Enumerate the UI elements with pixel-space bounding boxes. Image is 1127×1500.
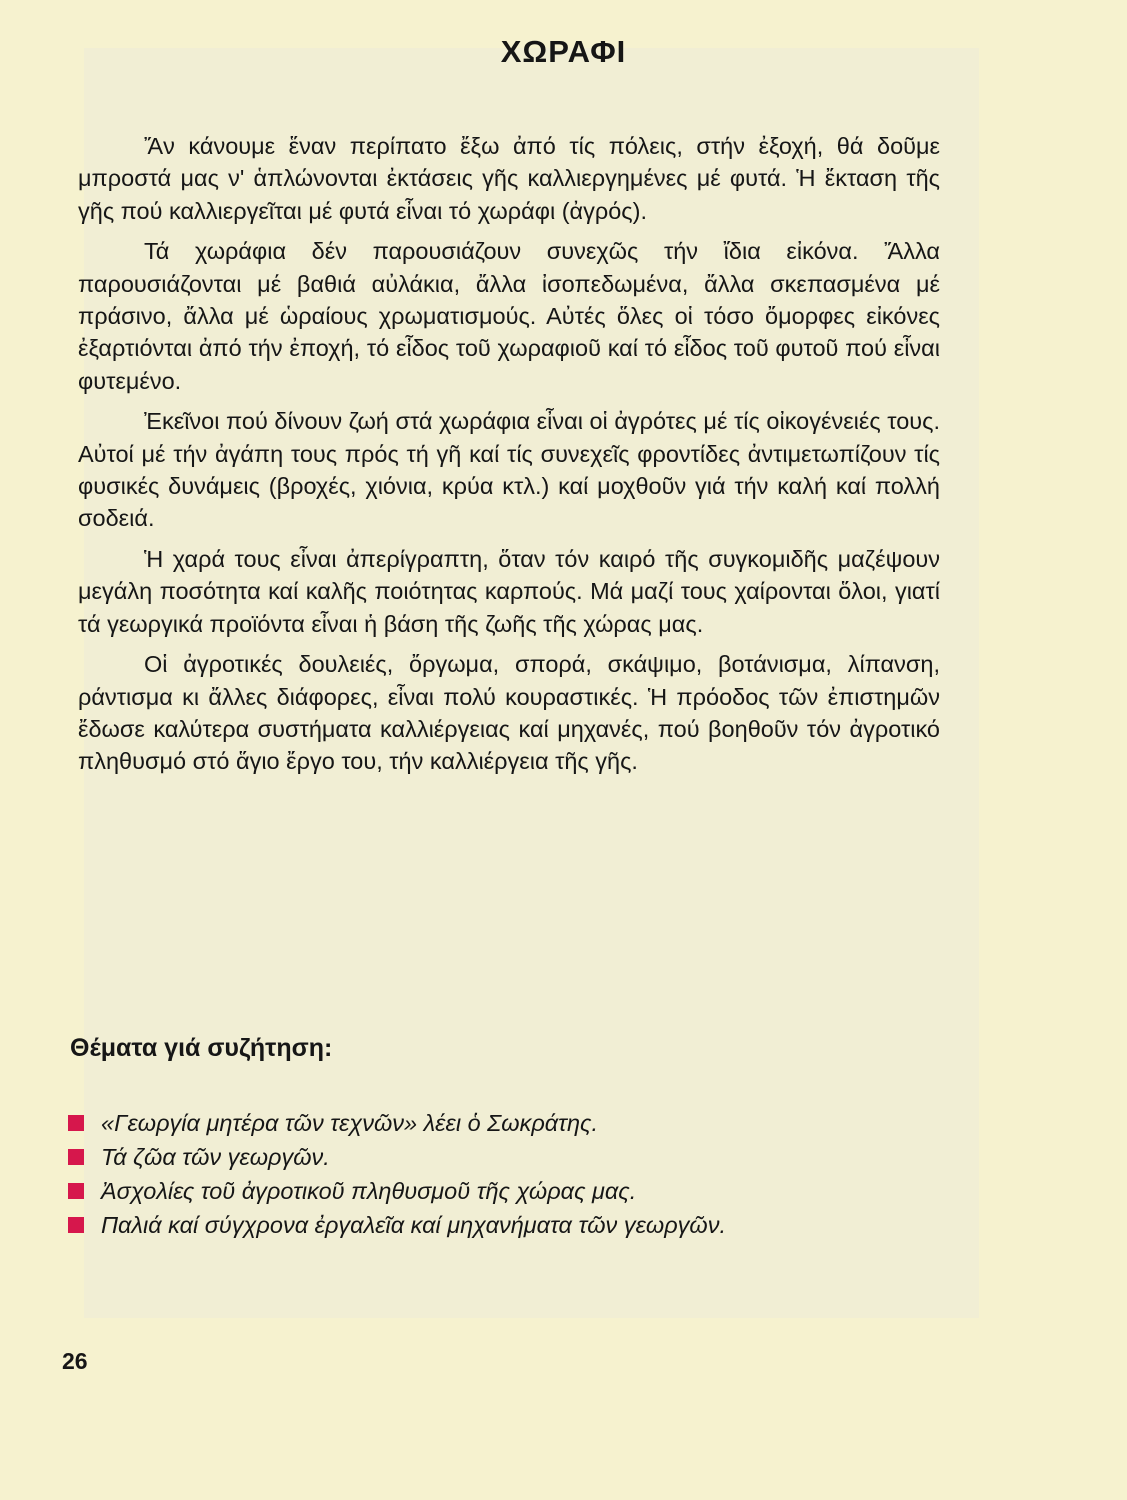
topic-item: [68, 1106, 948, 1140]
page-title: ΧΩΡΑΦΙ: [500, 34, 627, 69]
paragraph: Ἄν κάνουμε ἕναν περίπατο ἔξω ἀπό τίς πόλεις, στήν ἐξοχή, θά δοῦμε μπροστά μας ν' ἁπλώνονται ἐκτάσεις γῆς καλλιεργημένες μέ φυτά. Ἡ ἔκταση τῆς γῆς πού καλλιεργεῖται μέ φυτά εἶναι τό χωράφι (ἀγρός).: [78, 133, 940, 224]
square-bullet-icon: [68, 1217, 84, 1233]
square-bullet-icon: [68, 1115, 84, 1131]
topic-text: Ἀσχολίες τοῦ ἀγροτικοῦ πληθυσμοῦ τῆς χώρας μας.: [101, 1177, 637, 1204]
paragraph: Τά χωράφια δέν παρουσιάζουν συνεχῶς τήν ἴδια εἰκόνα. Ἄλλα παρουσιάζονται μέ βαθιά αὐλάκια, ἄλλα ἰσοπεδωμένα, ἄλλα σκεπασμένα μέ πράσινο, ἄλλα μέ ὡραίους χρωματισμούς. Αὐτές ὅλες οἱ τόσο ὄμορφες εἰκόνες ἐξαρτιόνται ἀπό τήν ἐποχή, τό εἶδος τοῦ χωραφιοῦ καί τό εἶδος τοῦ φυτοῦ πού εἶναι φυτεμένο.: [78, 238, 940, 394]
topic-item: [68, 1208, 948, 1242]
article-body: [78, 130, 940, 786]
topic-text: «Γεωργία μητέρα τῶν τεχνῶν» λέει ὁ Σωκράτης.: [101, 1109, 598, 1136]
topics-list: [68, 1106, 948, 1242]
square-bullet-icon: [68, 1149, 84, 1165]
topic-item: [68, 1174, 948, 1208]
topic-text: Παλιά καί σύγχρονα ἐργαλεῖα καί μηχανήματα τῶν γεωργῶν.: [101, 1211, 726, 1238]
topic-item: [68, 1140, 948, 1174]
paragraph: Ἡ χαρά τους εἶναι ἀπερίγραπτη, ὅταν τόν καιρό τῆς συγκομιδῆς μαζέψουν μεγάλη ποσότητα καί καλῆς ποιότητας καρπούς. Μά μαζί τους χαίρονται ὅλοι, γιατί τά γεωργικά προϊόντα εἶναι ἡ βάση τῆς ζωῆς τῆς χώρας μας.: [78, 545, 940, 637]
topic-text: Τά ζῶα τῶν γεωργῶν.: [101, 1143, 330, 1170]
paragraph: Οἱ ἀγροτικές δουλειές, ὄργωμα, σπορά, σκάψιμο, βοτάνισμα, λίπανση, ράντισμα κι ἄλλες διάφορες, εἶναι πολύ κουραστικές. Ἡ πρόοδος τῶν ἐπιστημῶν ἔδωσε καλύτερα συστήματα καλλιέργειας καί μηχανές, πού βοηθοῦν τόν ἀγροτικό πληθυσμό στό ἅγιο ἔργο του, τήν καλλιέργεια τῆς γῆς.: [78, 651, 940, 775]
topics-heading: Θέματα γιά συζήτηση:: [70, 1034, 333, 1062]
page-number: 26: [62, 1348, 88, 1374]
square-bullet-icon: [68, 1183, 84, 1199]
paragraph: Ἐκεῖνοι πού δίνουν ζωή στά χωράφια εἶναι οἱ ἀγρότες μέ τίς οἰκογένειές τους. Αὐτοί μέ τήν ἀγάπη τους πρός τή γῆ καί τίς συνεχεῖς φροντίδες ἀντιμετωπίζουν τίς φυσικές δυνάμεις (βροχές, χιόνια, κρύα κτλ.) καί μοχθοῦν γιά τήν καλή καί πολλή σοδειά.: [78, 408, 940, 532]
